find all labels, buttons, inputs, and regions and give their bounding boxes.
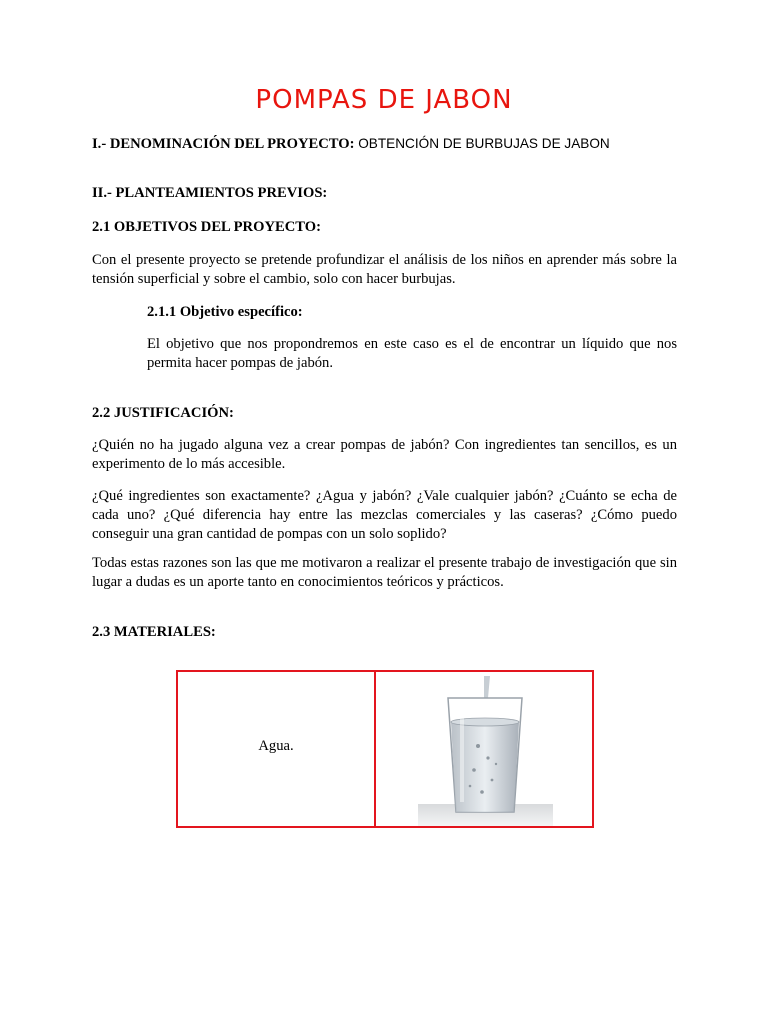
objetivos-paragraph: Con el presente proyecto se pretende profundizar el análisis de los niños en aprender más sobre la tensión superficial y sobre el cambio, solo con hacer burbujas. xyxy=(92,252,677,287)
glass-of-water-icon xyxy=(418,676,553,826)
table-divider xyxy=(374,672,376,826)
project-name-value: OBTENCIÓN DE BURBUJAS DE JABON xyxy=(354,136,610,151)
objetivo-especifico-paragraph: El objetivo que nos propondremos en este caso es el de encontrar un líquido que nos permita hacer pompas de jabón. xyxy=(147,336,677,371)
project-name-label: I.- DENOMINACIÓN DEL PROYECTO: xyxy=(92,136,355,152)
section-heading-objetivos: 2.1 OBJETIVOS DEL PROYECTO: xyxy=(92,219,321,235)
justificacion-paragraph-1: ¿Quién no ha jugado alguna vez a crear pompas de jabón? Con ingredientes tan sencillos, es un experimento de lo más accesible. xyxy=(92,437,677,472)
justificacion-paragraph-3: Todas estas razones son las que me motivaron a realizar el presente trabajo de investigación que sin lugar a dudas es un aporte tanto en conocimientos teóricos y prácticos. xyxy=(92,555,677,590)
project-name-line xyxy=(92,134,677,154)
section-heading-planteamientos: II.- PLANTEAMIENTOS PREVIOS: xyxy=(92,185,328,201)
material-name: Agua. xyxy=(258,738,294,754)
section-heading-justificacion: 2.2 JUSTIFICACIÓN: xyxy=(92,405,234,421)
materials-table xyxy=(176,670,594,828)
document-title: POMPAS DE JABON xyxy=(255,85,513,115)
justificacion-paragraph-2: ¿Qué ingredientes son exactamente? ¿Agua y jabón? ¿Vale cualquier jabón? ¿Cuánto se echa de cada uno? ¿Qué diferencia hay entre las mezclas comerciales y las caseras? ¿Cómo puedo conseguir una gran cantidad de pompas con un solo soplido? xyxy=(92,488,677,542)
section-heading-objetivo-especifico: 2.1.1 Objetivo específico: xyxy=(147,304,303,320)
section-heading-materiales: 2.3 MATERIALES: xyxy=(92,624,216,640)
